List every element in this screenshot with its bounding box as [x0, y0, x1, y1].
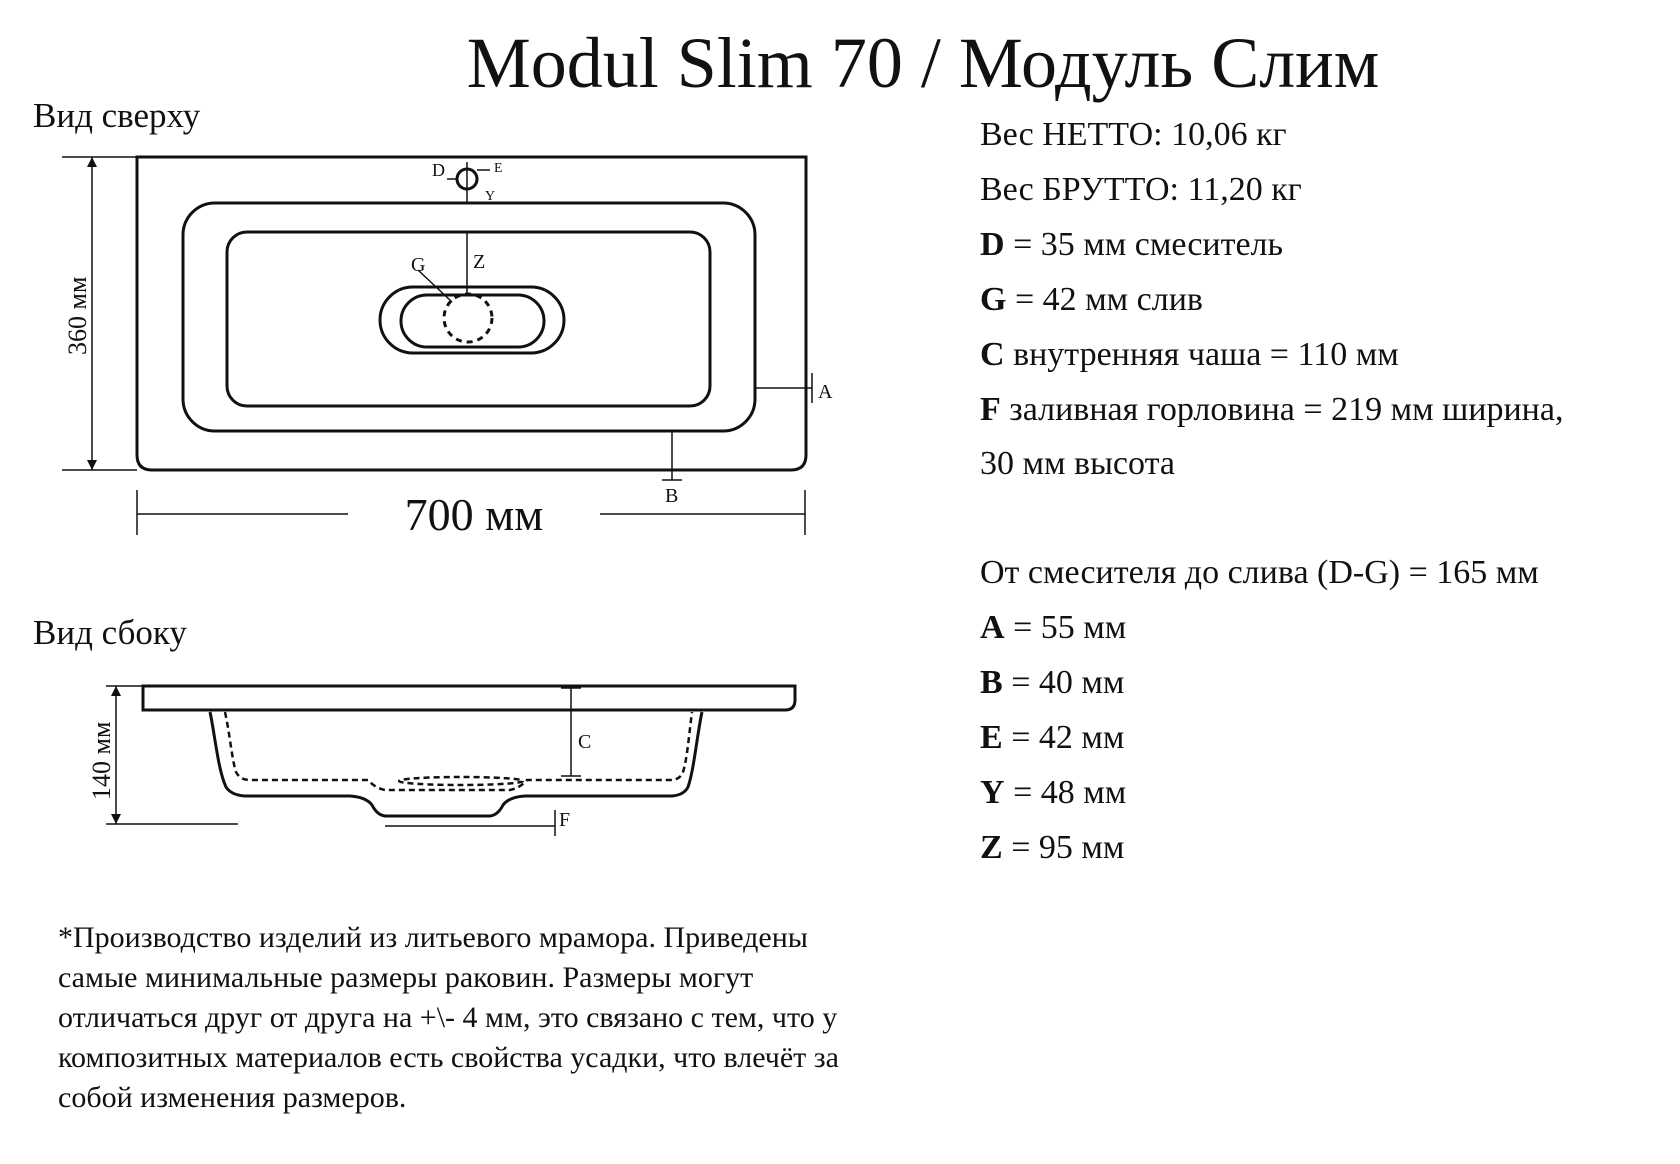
- marker-d: D: [432, 160, 445, 180]
- width-dimension-label: 700 мм: [404, 489, 544, 540]
- spec-net-weight: Вес НЕТТО: 10,06 кг: [980, 116, 1287, 153]
- marker-a: A: [818, 381, 833, 403]
- spec-dg-distance: От смесителя до слива (D-G) = 165 мм: [980, 554, 1539, 591]
- spec-b: B = 40 мм: [980, 664, 1125, 701]
- drain-neck: [399, 777, 523, 785]
- spec-f: F заливная горловина = 219 мм ширина,: [980, 391, 1564, 428]
- footnote-line: композитных материалов есть свойства усадки, что влечёт за: [58, 1041, 839, 1074]
- footnote: [58, 918, 948, 1118]
- height-dimension-label: 360 мм: [63, 276, 92, 355]
- footnote-line: самые минимальные размеры раковин. Размеры могут: [58, 961, 754, 994]
- spec-d: D = 35 мм смеситель: [980, 226, 1284, 263]
- side-view-label: Вид сбоку: [33, 613, 187, 652]
- basin-inner: [225, 712, 692, 790]
- marker-c: C: [578, 731, 592, 753]
- marker-y: Y: [485, 189, 496, 204]
- spec-f-height: 30 мм высота: [980, 445, 1175, 482]
- spec-g: G = 42 мм слив: [980, 281, 1203, 318]
- marker-e: E: [494, 161, 503, 176]
- side-height-dimension-label: 140 мм: [87, 721, 116, 800]
- counter-top: [143, 686, 795, 710]
- spec-gross-weight: Вес БРУТТО: 11,20 кг: [980, 171, 1302, 208]
- marker-g: G: [411, 254, 426, 276]
- spec-a: A = 55 мм: [980, 609, 1127, 646]
- marker-f: F: [559, 809, 571, 831]
- marker-b: B: [665, 485, 679, 507]
- spec-c: C внутренняя чаша = 110 мм: [980, 336, 1399, 373]
- marker-z: Z: [473, 251, 486, 273]
- footnote-line: *Производство изделий из литьевого мрамора. Приведены: [58, 921, 808, 954]
- footnote-line: отличаться друг от друга на +\- 4 мм, это связано с тем, что у: [58, 1001, 838, 1034]
- top-view-label: Вид сверху: [33, 96, 201, 135]
- footnote-line: собой изменения размеров.: [58, 1081, 407, 1114]
- spec-e: E = 42 мм: [980, 719, 1125, 756]
- basin-outer: [210, 712, 702, 816]
- page-title: Modul Slim 70 / Модуль Слим: [466, 23, 1380, 103]
- spec-z: Z = 95 мм: [980, 829, 1125, 866]
- spec-y: Y = 48 мм: [980, 774, 1127, 811]
